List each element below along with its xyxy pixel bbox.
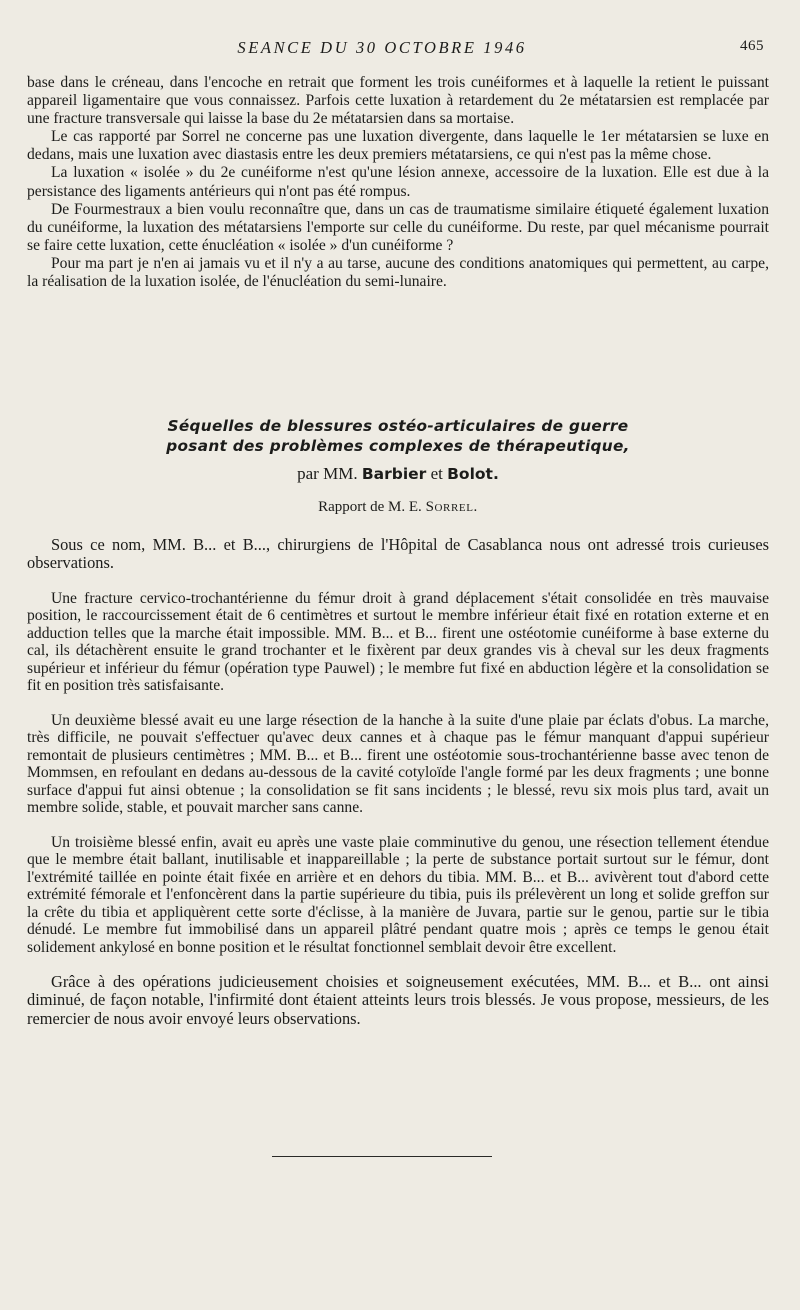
running-title: SEANCE DU 30 OCTOBRE 1946 bbox=[237, 38, 527, 57]
byline-and: et bbox=[430, 464, 443, 483]
article-body bbox=[27, 536, 769, 1028]
running-header bbox=[0, 38, 800, 62]
case-paragraph: Un troisième blessé enfin, avait eu après une vaste plaie comminutive du genou, une résection tellement étendue que le membre était ballant, inutilisable et inappareillable ; la perte de substance portait surtout sur le fémur, dont l'extrémité taillée en pointe était fixée en arrière et en dehors du tibia. MM. B... et B... avivèrent tout d'abord cette extrémité fémorale et l'enfoncèrent dans la partie supérieure du tibia, puis ils prélevèrent un long et solide greffon sur la crête du tibia et appliquèrent cette sorte d'éclisse, à la manière de Juvara, partie sur le genou, partie sur le tibia dénudé. Le membre fut immobilisé dans un appareil plâtré pendant quatre mois ; après ce temps le genou était solidement ankylosé en bonne position et le résultat fonctionnel semblait devoir être excellent. bbox=[27, 833, 769, 956]
author-name: Bolot. bbox=[447, 465, 499, 483]
end-rule bbox=[272, 1156, 492, 1157]
paragraph: De Fourmestraux a bien voulu reconnaître que, dans un cas de traumatisme similaire étiqueté également luxation du cunéiforme, la luxation des métatarsiens l'emporte sur celle du cunéiforme. Du reste, par quel mécanisme pourrait se faire cette luxation, cette énucléation « isolée » d'un cunéiforme ? bbox=[27, 200, 769, 254]
paragraph: La luxation « isolée » du 2e cunéiforme n'est qu'une lésion annexe, accessoire de la luxation. Elle est due à la persistance des ligaments antérieurs qui n'ont pas été rompus. bbox=[27, 164, 769, 200]
byline-prefix: par MM. bbox=[297, 464, 358, 483]
case-paragraph: Une fracture cervico-trochantérienne du fémur droit à grand déplacement s'était consolidée en très mauvaise position, le raccourcissement était de 6 centimètres et surtout le membre inférieur était fixé en rotation externe et en adduction telles que la marche était impossible. MM. B... et B... firent une ostéotomie cunéiforme à base externe du cal, ils détachèrent ensuite le grand trochanter et le fixèrent par deux grandes vis à cheval sur les deux fragments supérieur et inférieur du fémur (opération type Pauwel) ; le membre fut fixé en abduction légère et la consolidation se fit en position très satisfaisante. bbox=[27, 589, 769, 695]
intro-paragraph: Sous ce nom, MM. B... et B..., chirurgiens de l'Hôpital de Casablanca nous ont adressé trois curieuses observations. bbox=[27, 535, 769, 573]
paragraph: Pour ma part je n'en ai jamais vu et il n'y a au tarse, aucune des conditions anatomiques qui permettent, au carpe, la réalisation de la luxation isolée, de l'énucléation du semi-lunaire. bbox=[27, 254, 769, 291]
case-paragraph: Un deuxième blessé avait eu une large résection de la hanche à la suite d'une plaie par éclats d'obus. La marche, très difficile, ne pouvait s'effectuer qu'avec deux cannes et à chaque pas le fémur manquant d'appui supérieur remontait de plusieurs centimètres ; MM. B... et B... firent une ostéotomie sous-trochantérienne basse avec tenon de Mommsen, en refoulant en dedans au-dessous de la cavité cotyloïde l'angle formé par les deux fragments ; une bonne surface d'appui fut ainsi obtenue ; la consolidation se fit sans incidents ; le blessé, revu six mois plus tard, avait un membre solide, stable, et pouvait marcher sans canne. bbox=[27, 711, 769, 817]
paragraph: base dans le créneau, dans l'encoche en retrait que forment les trois cunéiformes et à laquelle la retient le puissant appareil ligamentaire que vous connaissez. Parfois cette luxation à retardement du 2e métatarsien est remplacée par une fracture transversale qui laisse la base du 2e métatarsien dans sa mortaise. bbox=[27, 74, 769, 128]
previous-article-text bbox=[27, 74, 769, 291]
article-title bbox=[27, 416, 769, 456]
paragraph: Le cas rapporté par Sorrel ne concerne pas une luxation divergente, dans laquelle le 1er métatarsien se luxe en dedans, mais une luxation avec diastasis entre les deux premiers métatarsiens, ce qui n'est pas la même chose. bbox=[27, 128, 769, 164]
article-title-line: Séquelles de blessures ostéo-articulaires de guerre bbox=[167, 417, 629, 435]
report-attribution bbox=[27, 498, 769, 516]
page-number: 465 bbox=[740, 38, 764, 54]
conclusion-paragraph: Grâce à des opérations judicieusement choisies et soigneusement exécutées, MM. B... et B... ont ainsi diminué, de façon notable, l'infirmité dont étaient atteints leurs trois blessés. Je vous propose, messieurs, de les remercier de nous avoir envoyé leurs observations. bbox=[27, 972, 769, 1028]
author-name: Barbier bbox=[361, 465, 427, 483]
byline bbox=[27, 464, 769, 484]
report-author: Sorrel. bbox=[425, 499, 478, 515]
report-prefix: Rapport de M. E. bbox=[318, 499, 422, 515]
article-title-line: posant des problèmes complexes de thérapeutique, bbox=[166, 437, 630, 455]
